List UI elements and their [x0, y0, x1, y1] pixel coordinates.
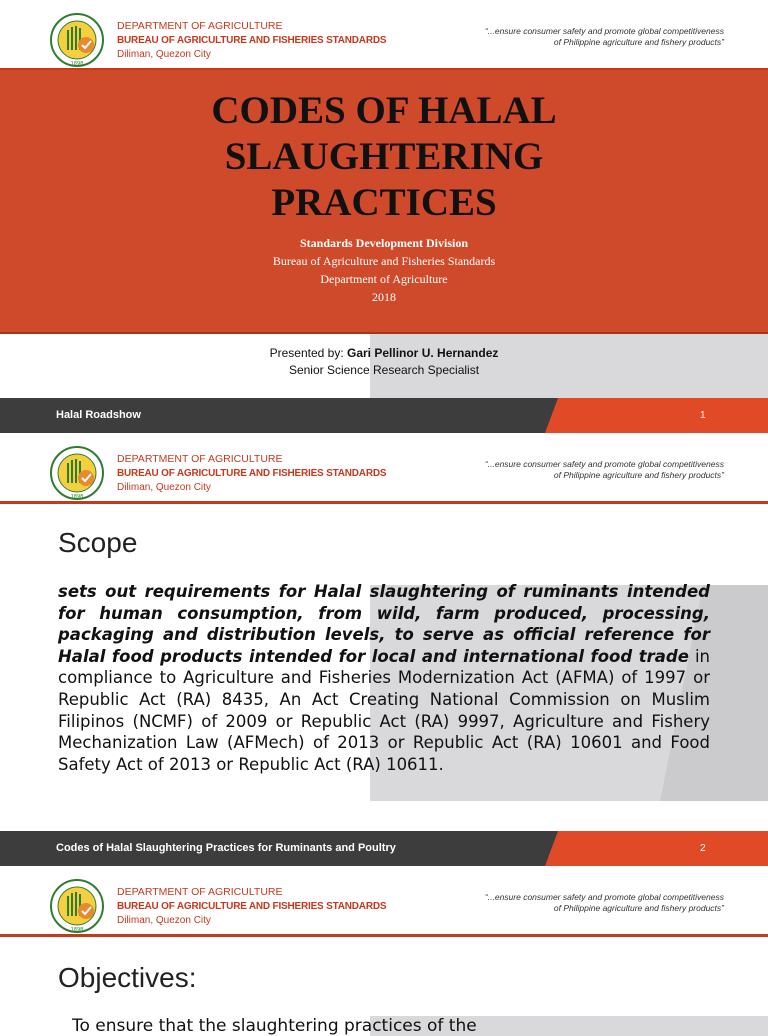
- scope-emphasis: sets out requirements for Halal slaughtering of ruminants intended for human consumption, from wild, farm produced, processing, packaging and distribution levels, to serve as official reference for Halal food products intended for local and international food trade: [58, 582, 710, 666]
- scope-rest: in compliance to Agriculture and Fisheries Modernization Act (AFMA) of 1997 or Republic Act (RA) 8435, An Act Creating National Commission on Muslim Filipinos (NCMF) of 2009 or Republic Act (RA) 9997, Agriculture and Fishery Mechanization Law (AFMech) of 2013 or Republic Act (RA) 10601 and Food Safety Act of 2013 or Republic Act (RA) 10611.: [58, 646, 710, 774]
- bureau-name: BUREAU OF AGRICULTURE AND FISHERIES STANDARDS: [117, 468, 387, 479]
- slide-header: [0, 0, 768, 70]
- presenter-name: Gari Pellinor U. Hernandez: [347, 346, 499, 360]
- address: Diliman, Quezon City: [117, 49, 211, 60]
- agriculture-seal-icon: [46, 445, 108, 501]
- department-name: DEPARTMENT OF AGRICULTURE: [117, 20, 283, 32]
- tagline-line-1: “...ensure consumer safety and promote global competitiveness: [484, 892, 724, 902]
- objectives-body: To ensure that the slaughtering practices of the: [72, 1016, 477, 1036]
- slide-2: [0, 433, 768, 866]
- scope-body: [58, 581, 710, 775]
- bureau-subtitle: Bureau of Agriculture and Fisheries Standards: [272, 254, 496, 268]
- presented-by: Presented by: Gari Pellinor U. Hernandez: [269, 346, 499, 360]
- header-divider: [0, 934, 768, 937]
- slide-footer: [0, 831, 768, 866]
- slide-footer: [0, 398, 768, 433]
- footer-text: Codes of Halal Slaughtering Practices for Ruminants and Poultry: [56, 842, 396, 854]
- year: 2018: [372, 290, 396, 304]
- slide-1: [0, 0, 768, 433]
- page-number: 1: [700, 410, 706, 421]
- scope-heading: Scope: [58, 527, 138, 558]
- bureau-name: BUREAU OF AGRICULTURE AND FISHERIES STANDARDS: [117, 901, 387, 912]
- department-subtitle: Department of Agriculture: [320, 272, 448, 286]
- slide-header: [0, 866, 768, 936]
- tagline-line-2: of Philippine agriculture and fishery products”: [553, 37, 724, 47]
- presenter-role: Senior Science Research Specialist: [288, 363, 480, 377]
- tagline-line-1: “...ensure consumer safety and promote global competitiveness: [484, 459, 724, 469]
- presentation-title: CODES OF HALAL SLAUGHTERING PRACTICES: [211, 89, 557, 224]
- header-divider: [0, 501, 768, 504]
- division-name: Standards Development Division: [299, 236, 469, 250]
- agriculture-seal-icon: [46, 12, 108, 68]
- svg-text:1898: 1898: [70, 494, 84, 500]
- address: Diliman, Quezon City: [117, 482, 211, 493]
- footer-text: Halal Roadshow: [56, 409, 141, 421]
- tagline-line-2: of Philippine agriculture and fishery products”: [553, 470, 724, 480]
- objectives-heading: Objectives:: [58, 962, 197, 993]
- department-name: DEPARTMENT OF AGRICULTURE: [117, 886, 283, 898]
- tagline-line-2: of Philippine agriculture and fishery products”: [553, 903, 724, 913]
- svg-text:1898: 1898: [70, 61, 84, 67]
- svg-text:1898: 1898: [70, 927, 84, 933]
- address: Diliman, Quezon City: [117, 915, 211, 926]
- tagline-line-1: “...ensure consumer safety and promote global competitiveness: [484, 26, 724, 36]
- bureau-name: BUREAU OF AGRICULTURE AND FISHERIES STANDARDS: [117, 35, 387, 46]
- agriculture-seal-icon: [46, 878, 108, 934]
- slide-3: [0, 866, 768, 1036]
- department-name: DEPARTMENT OF AGRICULTURE: [117, 453, 283, 465]
- slide-header: [0, 433, 768, 503]
- page-number: 2: [700, 843, 706, 854]
